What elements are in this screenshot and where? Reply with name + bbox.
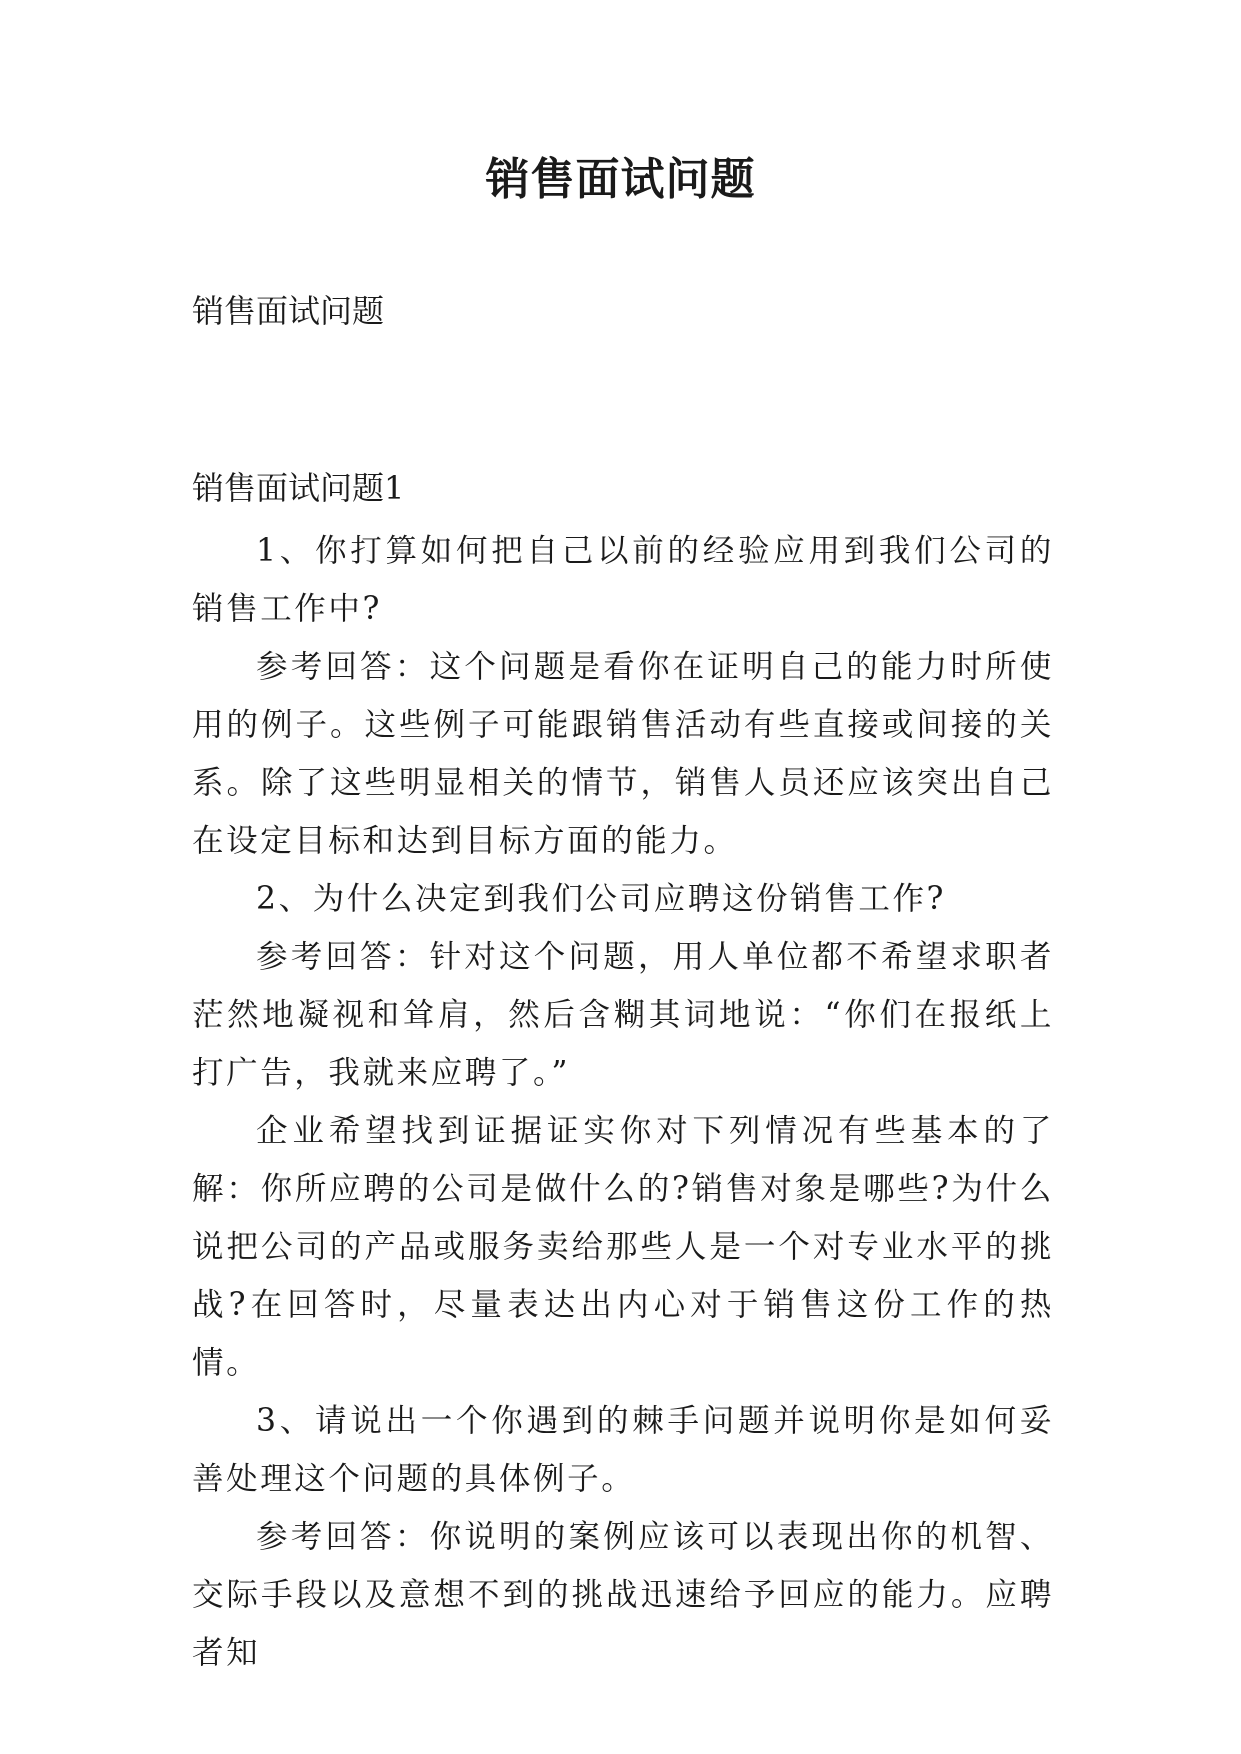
document-subtitle: 销售面试问题 (192, 292, 385, 330)
question-1: 1、你打算如何把自己以前的经验应用到我们公司的销售工作中? (192, 533, 1054, 627)
answer-2-continued: 企业希望找到证据证实你对下列情况有些基本的了解：你所应聘的公司是做什么的?销售对象是哪些?为什么说把公司的产品或服务卖给那些人是一个对专业水平的挑战?在回答时，尽量表达出内心对于销售这份工作的热情。 (192, 1113, 1054, 1381)
document-title: 销售面试问题 (485, 154, 756, 205)
document-body (192, 522, 1054, 1682)
question-3: 3、请说出一个你遇到的棘手问题并说明你是如何妥善处理这个问题的具体例子。 (192, 1403, 1054, 1497)
question-2: 2、为什么决定到我们公司应聘这份销售工作? (256, 881, 947, 917)
answer-3: 参考回答：你说明的案例应该可以表现出你的机智、交际手段以及意想不到的挑战迅速给予回应的能力。应聘者知 (192, 1519, 1054, 1671)
answer-1: 参考回答：这个问题是看你在证明自己的能力时所使用的例子。这些例子可能跟销售活动有些直接或间接的关系。除了这些明显相关的情节，销售人员还应该突出自己在设定目标和达到目标方面的能力。 (192, 649, 1054, 859)
answer-2: 参考回答：针对这个问题，用人单位都不希望求职者茫然地凝视和耸肩，然后含糊其词地说：“你们在报纸上打广告，我就来应聘了。” (192, 939, 1054, 1091)
section-heading: 销售面试问题1 (192, 469, 405, 507)
